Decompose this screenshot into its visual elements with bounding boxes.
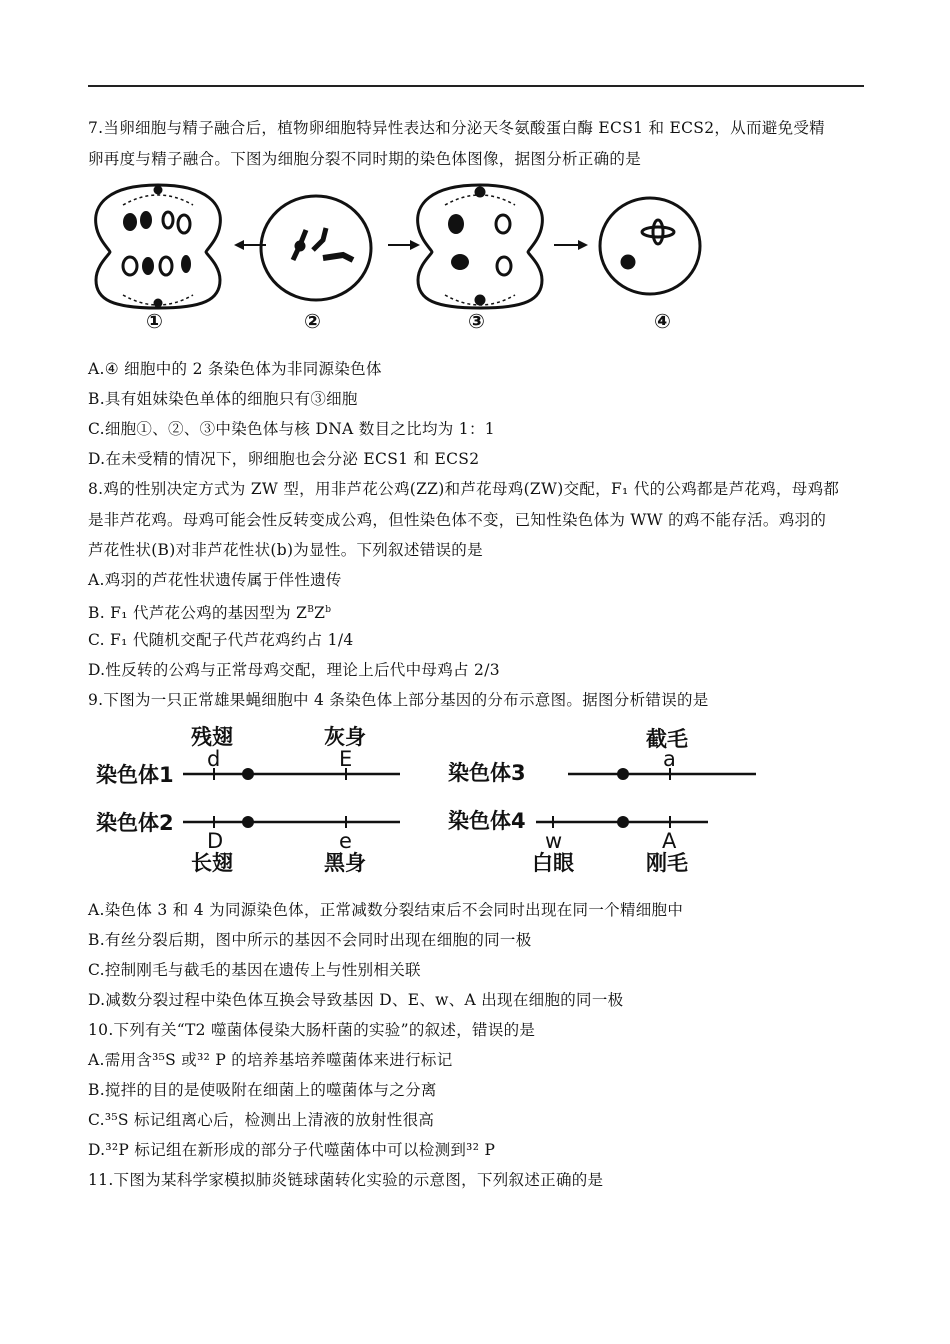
chr1-gene-e-trait: 灰身	[324, 725, 366, 749]
chr1-gene-e-allele: E	[339, 747, 353, 771]
q8-option-a: A.鸡羽的芦花性状遗传属于伴性遗传	[88, 571, 342, 589]
q8-option-b: B. F₁ 代芦花公鸡的基因型为 $Z^BZ^b$	[88, 604, 332, 623]
chr4-gene-a-allele: A	[662, 829, 677, 853]
q10-option-c: C.³⁵S 标记组离心后，检测出上清液的放射性很高	[88, 1111, 435, 1129]
chr4-label: 染色体4	[448, 809, 526, 833]
q10-stem: 10.下列有关“T2 噬菌体侵染大肠杆菌的实验”的叙述，错误的是	[88, 1021, 536, 1039]
chr1-gene-d-trait: 残翅	[191, 725, 233, 749]
q9-option-b: B.有丝分裂后期，图中所示的基因不会同时出现在细胞的同一极	[88, 931, 532, 949]
chr2-gene-d-allele: D	[207, 829, 224, 853]
q7-option-b: B.具有姐妹染色单体的细胞只有③细胞	[88, 390, 358, 408]
chr3-gene-a-allele: a	[663, 747, 676, 771]
cell-division-figure	[88, 180, 738, 335]
chr3-gene-a-trait: 截毛	[646, 727, 688, 751]
cell-3-diagram	[418, 185, 543, 308]
cell-2-diagram	[261, 196, 371, 300]
cell-label-4: ④	[654, 309, 671, 333]
q7-stem-line2: 卵再度与精子融合。下图为细胞分裂不同时期的染色体图像，据图分析正确的是	[88, 150, 642, 168]
chr2-gene-e-allele: e	[339, 829, 352, 853]
q7-stem-line1: 7.当卵细胞与精子融合后，植物卵细胞特异性表达和分泌天冬氨酸蛋白酶 ECS1 和 ECS2，从而避免受精	[88, 119, 825, 137]
q11-stem: 11.下图为某科学家模拟肺炎链球菌转化实验的示意图，下列叙述正确的是	[88, 1171, 604, 1189]
chr1-label: 染色体1	[96, 763, 174, 787]
q8-stem-line3: 芦花性状(B)对非芦花性状(b)为显性。下列叙述错误的是	[88, 541, 483, 559]
q9-stem: 9.下图为一只正常雄果蝇细胞中 4 条染色体上部分基因的分布示意图。据图分析错误的是	[88, 691, 709, 709]
chromosome-gene-map	[88, 718, 768, 883]
chr2-gene-d-trait: 长翅	[191, 851, 233, 875]
q8-stem-line2: 是非芦花鸡。母鸡可能会性反转变成公鸡，但性染色体不变，已知性染色体为 WW 的鸡不能存活。鸡羽的	[88, 511, 827, 529]
q10-option-d: D.³²P 标记组在新形成的部分子代噬菌体中可以检测到³² P	[88, 1141, 496, 1159]
q9-option-c: C.控制刚毛与截毛的基因在遗传上与性别相关联	[88, 961, 421, 979]
cell-4-diagram	[600, 198, 700, 294]
header-rule	[88, 85, 864, 87]
cell-label-3: ③	[468, 309, 485, 333]
cell-1-diagram	[96, 185, 221, 308]
chr4-gene-w-trait: 白眼	[532, 851, 574, 875]
q10-option-b: B.搅拌的目的是使吸附在细菌上的噬菌体与之分离	[88, 1081, 437, 1099]
q8-option-c: C. F₁ 代随机交配子代芦花鸡约占 1/4	[88, 631, 354, 649]
q8-option-d: D.性反转的公鸡与正常母鸡交配，理论上后代中母鸡占 2/3	[88, 661, 500, 679]
chr3-label: 染色体3	[448, 761, 526, 785]
chr4-gene-w-allele: w	[545, 829, 563, 853]
chr1-gene-d-allele: d	[207, 747, 221, 771]
q7-option-c: C.细胞①、②、③中染色体与核 DNA 数目之比均为 1：1	[88, 420, 495, 438]
chr4-gene-a-trait: 刚毛	[646, 851, 688, 875]
chr2-label: 染色体2	[96, 811, 174, 835]
chr2-gene-e-trait: 黑身	[324, 851, 366, 875]
q8-stem-line1: 8.鸡的性别决定方式为 ZW 型，用非芦花公鸡(ZZ)和芦花母鸡(ZW)交配，F₁ 代的公鸡都是芦花鸡，母鸡都	[88, 480, 840, 498]
q7-option-d: D.在未受精的情况下，卵细胞也会分泌 ECS1 和 ECS2	[88, 450, 480, 468]
q9-option-a: A.染色体 3 和 4 为同源染色体，正常减数分裂结束后不会同时出现在同一个精细胞中	[88, 901, 684, 919]
cell-label-1: ①	[146, 309, 163, 333]
cell-label-2: ②	[304, 309, 321, 333]
q7-option-a: A.④ 细胞中的 2 条染色体为非同源染色体	[88, 360, 382, 378]
q10-option-a: A.需用含³⁵S 或³² P 的培养基培养噬菌体来进行标记	[88, 1051, 453, 1069]
q9-option-d: D.减数分裂过程中染色体互换会导致基因 D、E、w、A 出现在细胞的同一极	[88, 991, 624, 1009]
